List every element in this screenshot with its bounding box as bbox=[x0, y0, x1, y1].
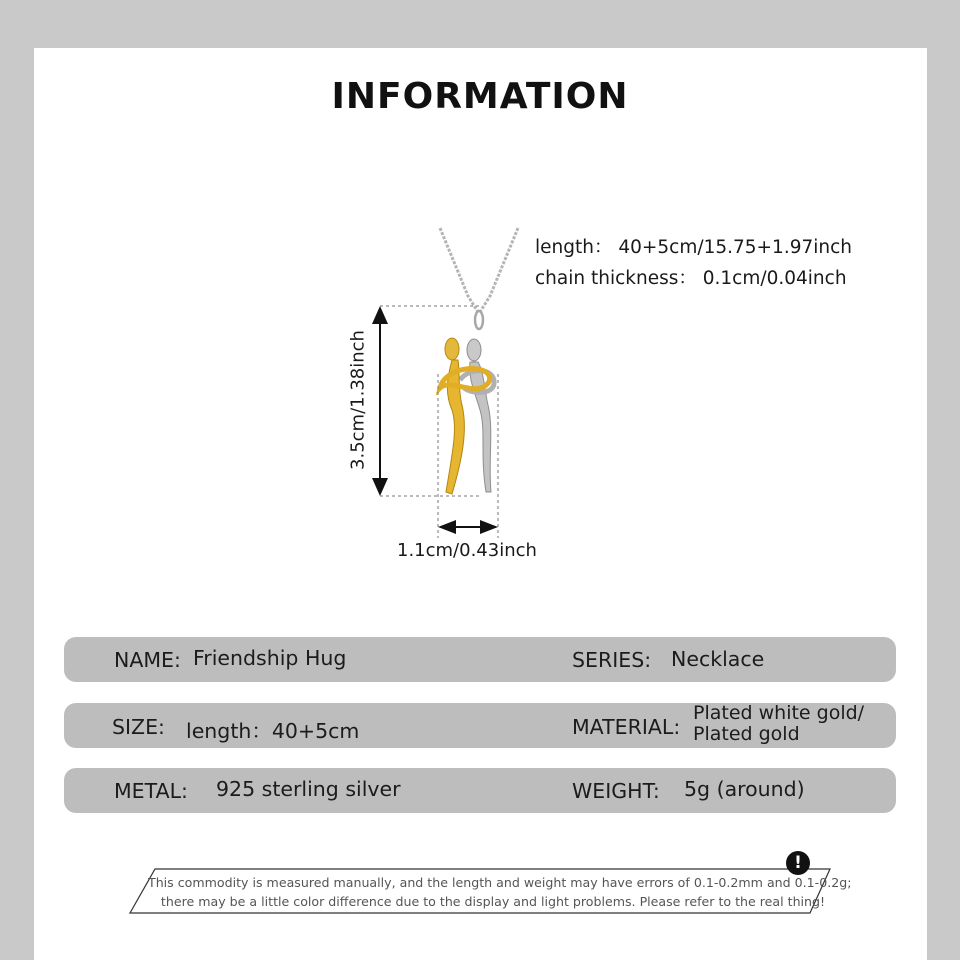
series-label: SERIES: bbox=[572, 648, 652, 672]
weight-value: 5g (around) bbox=[684, 777, 805, 801]
size-value: length：40+5cm bbox=[186, 719, 360, 743]
metal-value: 925 sterling silver bbox=[216, 777, 401, 801]
notice-line-2: there may be a little color difference due to the display and light problems. Please refer to the real thing! bbox=[160, 894, 826, 909]
exclamation-icon: ! bbox=[786, 851, 810, 875]
size-label: SIZE: bbox=[112, 715, 165, 739]
name-label: NAME: bbox=[114, 648, 181, 672]
series-value: Necklace bbox=[671, 647, 765, 671]
name-value: Friendship Hug bbox=[193, 646, 347, 670]
length-spec: length： 40+5cm/15.75+1.97inch bbox=[535, 237, 853, 258]
page-title: INFORMATION bbox=[331, 76, 629, 117]
notice-line-1: This commodity is measured manually, and the length and weight may have errors of 0.1-0.2mm and 0.1-0.2g; bbox=[148, 875, 852, 890]
material-value-line2: Plated gold bbox=[693, 723, 800, 745]
weight-label: WEIGHT: bbox=[572, 779, 660, 803]
metal-label: METAL: bbox=[114, 779, 188, 803]
material-label: MATERIAL: bbox=[572, 715, 681, 739]
material-value-line1: Plated white gold/ bbox=[693, 702, 865, 724]
chain-thickness-spec: chain thickness： 0.1cm/0.04inch bbox=[535, 268, 847, 289]
width-dimension-label: 1.1cm/0.43inch bbox=[397, 540, 537, 561]
height-dimension-label: 3.5cm/1.38inch bbox=[347, 330, 369, 470]
